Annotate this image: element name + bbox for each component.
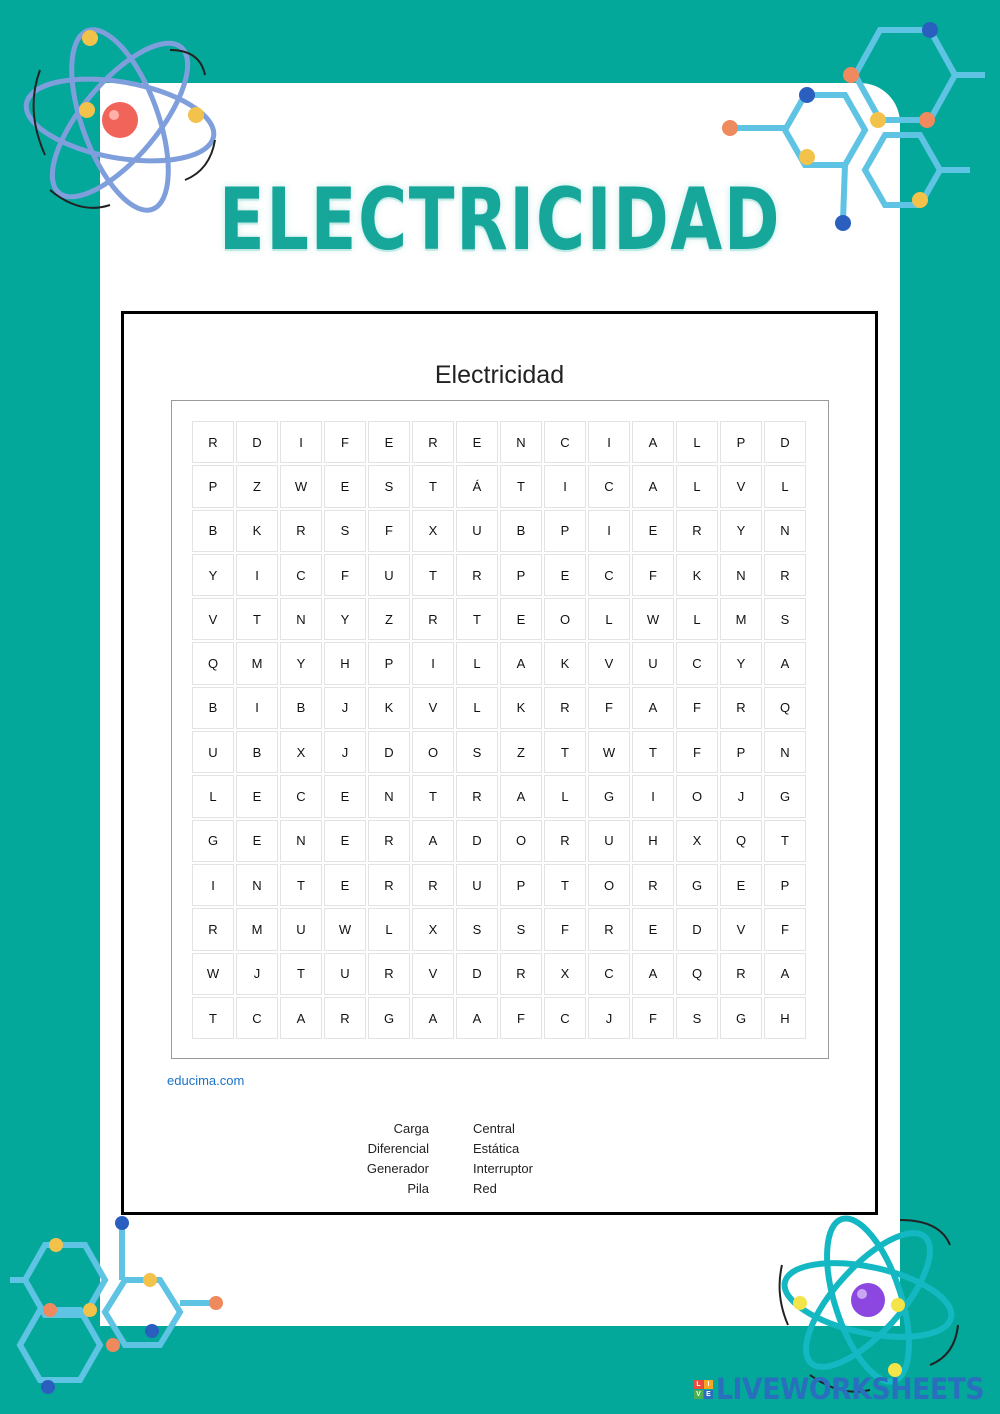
grid-cell[interactable]: I bbox=[588, 421, 630, 463]
grid-cell[interactable]: K bbox=[544, 642, 586, 684]
grid-cell[interactable]: L bbox=[456, 687, 498, 729]
liveworksheets-mark-icon: L I V E bbox=[694, 1380, 713, 1399]
grid-cell[interactable]: R bbox=[544, 820, 586, 862]
grid-cell[interactable]: P bbox=[192, 465, 234, 507]
grid-cell[interactable]: C bbox=[544, 997, 586, 1039]
grid-cell[interactable]: D bbox=[456, 820, 498, 862]
grid-cell[interactable]: R bbox=[500, 953, 542, 995]
grid-cell[interactable]: D bbox=[236, 421, 278, 463]
grid-row bbox=[192, 465, 806, 507]
grid-cell[interactable]: E bbox=[456, 421, 498, 463]
word-list-item: Interruptor bbox=[473, 1161, 533, 1176]
grid-cell[interactable]: B bbox=[280, 687, 322, 729]
grid-cell[interactable]: E bbox=[632, 510, 674, 552]
grid-cell[interactable]: K bbox=[676, 554, 718, 596]
grid-cell[interactable]: W bbox=[632, 598, 674, 640]
grid-cell[interactable]: T bbox=[280, 953, 322, 995]
grid-cell[interactable]: D bbox=[764, 421, 806, 463]
word-list-item: Estática bbox=[473, 1141, 520, 1156]
page-title: ELECTRICIDAD bbox=[218, 170, 782, 270]
grid-cell[interactable]: U bbox=[456, 510, 498, 552]
grid-row bbox=[192, 731, 806, 773]
grid-cell[interactable]: B bbox=[192, 510, 234, 552]
grid-cell[interactable]: W bbox=[324, 908, 366, 950]
grid-cell[interactable]: R bbox=[368, 953, 410, 995]
grid-cell[interactable]: P bbox=[544, 510, 586, 552]
grid-cell[interactable]: F bbox=[500, 997, 542, 1039]
grid-cell[interactable]: R bbox=[588, 908, 630, 950]
grid-cell[interactable]: R bbox=[632, 864, 674, 906]
molecule-icon-bottom-left bbox=[10, 1215, 240, 1405]
grid-cell[interactable]: T bbox=[192, 997, 234, 1039]
grid-cell[interactable]: A bbox=[412, 997, 454, 1039]
grid-row bbox=[192, 598, 806, 640]
grid-cell[interactable]: U bbox=[588, 820, 630, 862]
grid-cell[interactable]: I bbox=[236, 554, 278, 596]
grid-cell[interactable]: I bbox=[632, 775, 674, 817]
grid-cell[interactable]: L bbox=[764, 465, 806, 507]
grid-cell[interactable]: F bbox=[368, 510, 410, 552]
word-list bbox=[324, 1121, 584, 1196]
grid-cell[interactable]: I bbox=[544, 465, 586, 507]
grid-cell[interactable]: E bbox=[720, 864, 762, 906]
word-list-item: Carga bbox=[393, 1121, 429, 1136]
grid-cell[interactable]: W bbox=[588, 731, 630, 773]
grid-cell[interactable]: T bbox=[544, 731, 586, 773]
grid-cell[interactable]: U bbox=[456, 864, 498, 906]
grid-cell[interactable]: D bbox=[676, 908, 718, 950]
grid-cell[interactable]: H bbox=[324, 642, 366, 684]
grid-cell[interactable]: U bbox=[280, 908, 322, 950]
grid-cell[interactable]: O bbox=[588, 864, 630, 906]
grid-cell[interactable]: T bbox=[456, 598, 498, 640]
grid-cell[interactable]: F bbox=[676, 731, 718, 773]
grid-cell[interactable]: E bbox=[324, 864, 366, 906]
grid-cell[interactable]: R bbox=[676, 510, 718, 552]
grid-cell[interactable]: H bbox=[764, 997, 806, 1039]
word-list-item: Generador bbox=[366, 1161, 429, 1176]
grid-cell[interactable]: R bbox=[412, 421, 454, 463]
grid-cell[interactable]: U bbox=[192, 731, 234, 773]
grid-cell[interactable]: C bbox=[588, 465, 630, 507]
grid-cell[interactable]: C bbox=[588, 953, 630, 995]
grid-cell[interactable]: R bbox=[280, 510, 322, 552]
grid-cell[interactable]: C bbox=[588, 554, 630, 596]
grid-cell[interactable]: E bbox=[368, 421, 410, 463]
grid-cell[interactable]: T bbox=[500, 465, 542, 507]
grid-cell[interactable]: S bbox=[764, 598, 806, 640]
grid-cell[interactable]: L bbox=[192, 775, 234, 817]
grid-cell[interactable]: R bbox=[192, 908, 234, 950]
grid-cell[interactable]: F bbox=[544, 908, 586, 950]
grid-cell[interactable]: S bbox=[676, 997, 718, 1039]
grid-cell[interactable]: Q bbox=[676, 953, 718, 995]
grid-cell[interactable]: X bbox=[280, 731, 322, 773]
grid-row bbox=[192, 687, 806, 729]
grid-cell[interactable]: R bbox=[720, 687, 762, 729]
grid-cell[interactable]: C bbox=[544, 421, 586, 463]
grid-cell[interactable]: L bbox=[368, 908, 410, 950]
grid-cell[interactable]: F bbox=[632, 997, 674, 1039]
grid-cell[interactable]: Q bbox=[192, 642, 234, 684]
grid-cell[interactable]: Q bbox=[720, 820, 762, 862]
grid-cell[interactable]: H bbox=[632, 820, 674, 862]
grid-cell[interactable]: M bbox=[720, 598, 762, 640]
grid-cell[interactable]: A bbox=[412, 820, 454, 862]
grid-cell[interactable]: T bbox=[544, 864, 586, 906]
grid-cell[interactable]: E bbox=[236, 820, 278, 862]
grid-cell[interactable]: V bbox=[412, 687, 454, 729]
grid-cell[interactable]: V bbox=[720, 465, 762, 507]
grid-cell[interactable]: E bbox=[324, 775, 366, 817]
grid-cell[interactable]: S bbox=[500, 908, 542, 950]
grid-cell[interactable]: A bbox=[764, 642, 806, 684]
word-search-box bbox=[171, 400, 829, 1059]
grid-cell[interactable]: A bbox=[632, 953, 674, 995]
grid-cell[interactable]: V bbox=[412, 953, 454, 995]
grid-cell[interactable]: F bbox=[324, 554, 366, 596]
grid-cell[interactable]: J bbox=[236, 953, 278, 995]
grid-cell[interactable]: I bbox=[588, 510, 630, 552]
grid-cell[interactable]: I bbox=[192, 864, 234, 906]
grid-cell[interactable]: Y bbox=[280, 642, 322, 684]
grid-cell[interactable]: E bbox=[324, 465, 366, 507]
grid-cell[interactable]: T bbox=[280, 864, 322, 906]
grid-cell[interactable]: A bbox=[456, 997, 498, 1039]
grid-cell[interactable]: C bbox=[676, 642, 718, 684]
grid-cell[interactable]: F bbox=[764, 908, 806, 950]
grid-cell[interactable]: J bbox=[324, 687, 366, 729]
grid-cell[interactable]: C bbox=[280, 775, 322, 817]
grid-cell[interactable]: E bbox=[544, 554, 586, 596]
grid-cell[interactable]: E bbox=[324, 820, 366, 862]
grid-cell[interactable]: A bbox=[764, 953, 806, 995]
grid-cell[interactable]: C bbox=[280, 554, 322, 596]
grid-cell[interactable]: Y bbox=[324, 598, 366, 640]
educima-link[interactable]: educima.com bbox=[167, 1073, 245, 1088]
grid-cell[interactable]: V bbox=[720, 908, 762, 950]
grid-cell[interactable]: V bbox=[192, 598, 234, 640]
grid-cell[interactable]: S bbox=[456, 908, 498, 950]
grid-cell[interactable]: T bbox=[412, 775, 454, 817]
grid-cell[interactable]: Á bbox=[456, 465, 498, 507]
grid-cell[interactable]: X bbox=[544, 953, 586, 995]
grid-cell[interactable]: B bbox=[236, 731, 278, 773]
grid-cell[interactable]: T bbox=[412, 465, 454, 507]
word-list-item: Red bbox=[473, 1181, 497, 1196]
grid-cell[interactable]: M bbox=[236, 908, 278, 950]
grid-cell[interactable]: F bbox=[588, 687, 630, 729]
grid-cell[interactable]: N bbox=[500, 421, 542, 463]
liveworksheets-logo[interactable] bbox=[694, 1374, 1000, 1404]
grid-cell[interactable]: N bbox=[280, 820, 322, 862]
grid-cell[interactable]: A bbox=[500, 642, 542, 684]
grid-cell[interactable]: F bbox=[324, 421, 366, 463]
grid-cell[interactable]: G bbox=[588, 775, 630, 817]
word-search-grid bbox=[190, 419, 808, 1041]
grid-cell[interactable]: W bbox=[192, 953, 234, 995]
grid-cell[interactable]: W bbox=[280, 465, 322, 507]
grid-cell[interactable]: X bbox=[676, 820, 718, 862]
grid-cell[interactable]: G bbox=[720, 997, 762, 1039]
grid-cell[interactable]: R bbox=[412, 864, 454, 906]
grid-cell[interactable]: L bbox=[456, 642, 498, 684]
grid-cell[interactable]: P bbox=[764, 864, 806, 906]
grid-cell[interactable]: R bbox=[368, 864, 410, 906]
grid-cell[interactable]: N bbox=[280, 598, 322, 640]
grid-cell[interactable]: T bbox=[412, 554, 454, 596]
grid-cell[interactable]: Y bbox=[720, 642, 762, 684]
grid-cell[interactable]: P bbox=[720, 731, 762, 773]
grid-row bbox=[192, 997, 806, 1039]
grid-cell[interactable]: A bbox=[280, 997, 322, 1039]
grid-cell[interactable]: R bbox=[192, 421, 234, 463]
grid-cell[interactable]: R bbox=[412, 598, 454, 640]
grid-cell[interactable]: O bbox=[412, 731, 454, 773]
grid-cell[interactable]: S bbox=[324, 510, 366, 552]
grid-cell[interactable]: I bbox=[236, 687, 278, 729]
liveworksheets-logo-text: LIVEWORKSHEETS bbox=[716, 1372, 985, 1406]
grid-cell[interactable]: A bbox=[632, 421, 674, 463]
grid-cell[interactable]: P bbox=[500, 864, 542, 906]
grid-cell[interactable]: A bbox=[632, 687, 674, 729]
grid-cell[interactable]: G bbox=[764, 775, 806, 817]
grid-cell[interactable]: R bbox=[720, 953, 762, 995]
grid-cell[interactable]: K bbox=[368, 687, 410, 729]
grid-cell[interactable]: S bbox=[456, 731, 498, 773]
grid-cell[interactable]: L bbox=[544, 775, 586, 817]
grid-cell[interactable]: C bbox=[236, 997, 278, 1039]
grid-cell[interactable]: R bbox=[456, 775, 498, 817]
grid-cell[interactable]: K bbox=[236, 510, 278, 552]
grid-cell[interactable]: N bbox=[720, 554, 762, 596]
grid-row bbox=[192, 864, 806, 906]
grid-cell[interactable]: N bbox=[236, 864, 278, 906]
grid-row bbox=[192, 908, 806, 950]
grid-cell[interactable]: F bbox=[632, 554, 674, 596]
grid-cell[interactable]: P bbox=[368, 642, 410, 684]
grid-cell[interactable]: O bbox=[500, 820, 542, 862]
grid-cell[interactable]: X bbox=[412, 510, 454, 552]
grid-cell[interactable]: Y bbox=[720, 510, 762, 552]
grid-cell[interactable]: E bbox=[500, 598, 542, 640]
grid-cell[interactable]: N bbox=[368, 775, 410, 817]
puzzle-title: Electricidad bbox=[434, 361, 565, 389]
grid-cell[interactable]: F bbox=[676, 687, 718, 729]
grid-cell[interactable]: R bbox=[368, 820, 410, 862]
grid-cell[interactable]: L bbox=[676, 598, 718, 640]
grid-cell[interactable]: B bbox=[500, 510, 542, 552]
grid-row bbox=[192, 775, 806, 817]
grid-cell[interactable]: Z bbox=[500, 731, 542, 773]
grid-row bbox=[192, 642, 806, 684]
grid-cell[interactable]: P bbox=[500, 554, 542, 596]
grid-cell[interactable]: T bbox=[764, 820, 806, 862]
grid-cell[interactable]: A bbox=[500, 775, 542, 817]
grid-cell[interactable]: J bbox=[324, 731, 366, 773]
grid-cell[interactable]: T bbox=[236, 598, 278, 640]
grid-cell[interactable]: R bbox=[324, 997, 366, 1039]
grid-cell[interactable]: L bbox=[676, 421, 718, 463]
grid-cell[interactable]: Y bbox=[192, 554, 234, 596]
grid-cell[interactable]: Z bbox=[368, 598, 410, 640]
grid-cell[interactable]: R bbox=[764, 554, 806, 596]
grid-cell[interactable]: O bbox=[544, 598, 586, 640]
grid-cell[interactable]: N bbox=[764, 510, 806, 552]
grid-cell[interactable]: S bbox=[368, 465, 410, 507]
word-list-item: Diferencial bbox=[367, 1141, 429, 1156]
grid-cell[interactable]: P bbox=[720, 421, 762, 463]
grid-cell[interactable]: U bbox=[632, 642, 674, 684]
grid-cell[interactable]: R bbox=[456, 554, 498, 596]
grid-row bbox=[192, 953, 806, 995]
grid-cell[interactable]: U bbox=[368, 554, 410, 596]
grid-cell[interactable]: A bbox=[632, 465, 674, 507]
grid-cell[interactable]: D bbox=[368, 731, 410, 773]
grid-cell[interactable]: G bbox=[192, 820, 234, 862]
grid-row bbox=[192, 421, 806, 463]
grid-cell[interactable]: Q bbox=[764, 687, 806, 729]
grid-cell[interactable]: T bbox=[632, 731, 674, 773]
grid-cell[interactable]: V bbox=[588, 642, 630, 684]
grid-cell[interactable]: O bbox=[676, 775, 718, 817]
puzzle-frame bbox=[121, 311, 878, 1215]
word-list-item: Pila bbox=[407, 1181, 429, 1196]
grid-cell[interactable]: L bbox=[588, 598, 630, 640]
grid-row bbox=[192, 820, 806, 862]
grid-cell[interactable]: E bbox=[632, 908, 674, 950]
grid-cell[interactable]: I bbox=[412, 642, 454, 684]
grid-cell[interactable]: X bbox=[412, 908, 454, 950]
grid-cell[interactable]: B bbox=[192, 687, 234, 729]
grid-cell[interactable]: Z bbox=[236, 465, 278, 507]
grid-cell[interactable]: J bbox=[588, 997, 630, 1039]
word-list-item: Central bbox=[473, 1121, 515, 1136]
grid-cell[interactable]: D bbox=[456, 953, 498, 995]
grid-cell[interactable]: L bbox=[676, 465, 718, 507]
grid-cell[interactable]: J bbox=[720, 775, 762, 817]
grid-cell[interactable]: N bbox=[764, 731, 806, 773]
grid-cell[interactable]: K bbox=[500, 687, 542, 729]
grid-cell[interactable]: E bbox=[236, 775, 278, 817]
grid-cell[interactable]: G bbox=[368, 997, 410, 1039]
grid-row bbox=[192, 554, 806, 596]
grid-cell[interactable]: I bbox=[280, 421, 322, 463]
grid-cell[interactable]: R bbox=[544, 687, 586, 729]
grid-row bbox=[192, 510, 806, 552]
grid-cell[interactable]: M bbox=[236, 642, 278, 684]
grid-cell[interactable]: U bbox=[324, 953, 366, 995]
grid-cell[interactable]: G bbox=[676, 864, 718, 906]
